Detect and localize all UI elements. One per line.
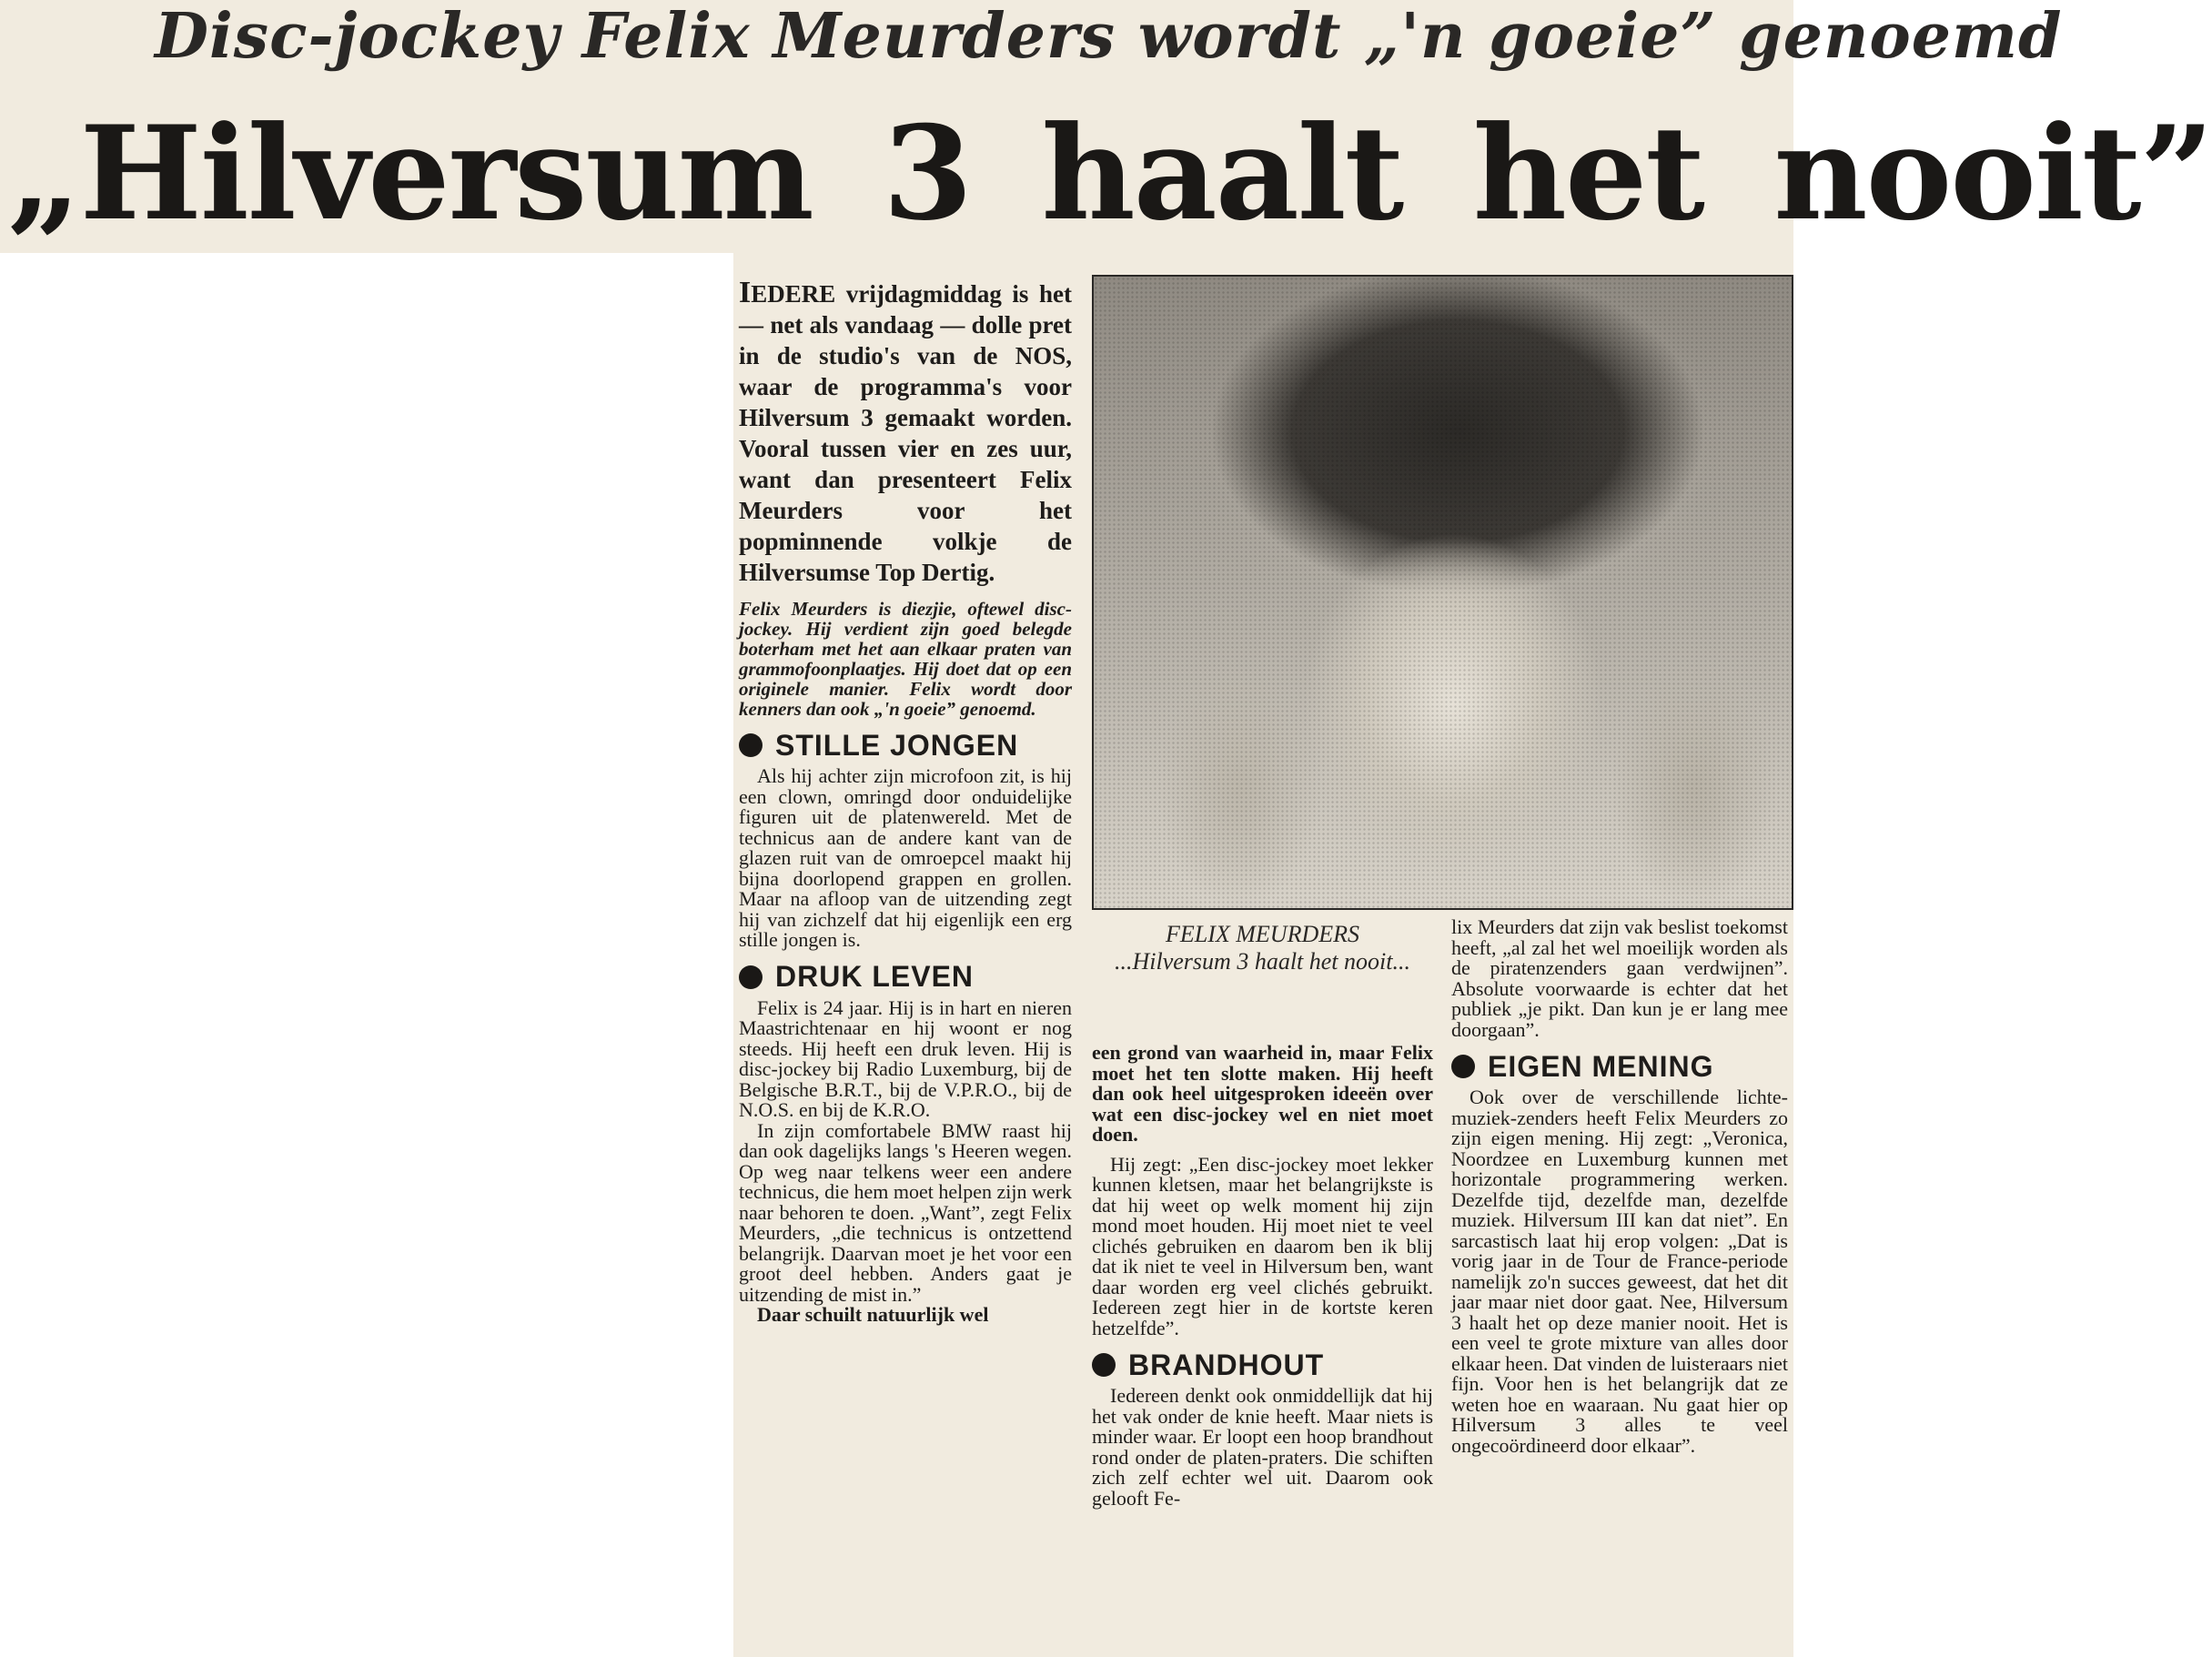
lead-text: EDERE vrijdagmiddag is het — net als vandaag — dolle pret in de studio's van de NOS, waar de programma's voor Hilversum 3 gemaakt worden. Vooral tussen vier en zes uur, want dan presenteert Felix Meurders voor het popminnende volkje de Hilversumse Top Dertig. <box>739 280 1072 586</box>
section-heading-eigen-mening <box>1451 1049 1788 1083</box>
article-column-3 <box>1451 917 1788 1456</box>
article-subtitle: Disc-jockey Felix Meurders wordt „'n goeie” genoemd <box>155 0 2063 73</box>
section-heading-brandhout <box>1092 1348 1433 1381</box>
bullet-icon <box>1451 1055 1475 1078</box>
article-column-1 <box>739 278 1072 1326</box>
bullet-icon <box>739 733 763 757</box>
paragraph: Felix is 24 jaar. Hij is in hart en nieren Maastrichtenaar en hij woont er nog steeds. Hij heeft een druk leven. Hij is disc-jockey bij Radio Luxemburg, bij de Belgische B.R.T., bij de V.P.R.O., bij de N.O.S. en bij de K.R.O. <box>739 995 1072 1121</box>
paragraph: Daar schuilt natuurlijk wel <box>757 1303 989 1326</box>
caption-quote: ...Hilversum 3 haalt het nooit... <box>1115 948 1410 975</box>
bullet-icon <box>1092 1353 1116 1377</box>
section-heading-stille-jongen <box>739 728 1072 762</box>
bullet-icon <box>739 965 763 989</box>
article-intro: Felix Meurders is diezjie, oftewel disc-jockey. Hij verdient zijn goed belegde boterham met het aan elkaar praten van grammofoonplaatjes. Hij doet dat op een originele manier. Felix wordt door kenners dan ook „'n goeie” genoemd. <box>739 598 1072 720</box>
paragraph: lix Meurders dat zijn vak beslist toekomst heeft, „al zal het wel moeilijk worden als de piratenzenders gaan verdwijnen”. Absolute voorwaarde is echter dat het publiek „je pikt. Dan kun je er lang mee doorgaan”. <box>1451 915 1788 1041</box>
section-heading-text: STILLE JONGEN <box>775 728 1019 762</box>
paragraph: Iedereen denkt ook onmiddellijk dat hij het vak onder de knie heeft. Maar niets is minder waar. Er loopt een hoop brandhout rond onder de platen-praters. Die schiften zich zelf echter wel uit. Daarom ook gelooft Fe- <box>1092 1384 1433 1510</box>
caption-name: FELIX MEURDERS <box>1165 921 1359 947</box>
article-headline: „Hilversum 3 haalt het nooit” <box>7 98 2212 249</box>
lead-dropcap: I <box>739 276 752 309</box>
article-column-2 <box>1092 1043 1433 1509</box>
section-heading-text: BRANDHOUT <box>1128 1348 1325 1381</box>
paragraph: een grond van waarheid in, maar Felix moet het ten slotte maken. Hij heeft dan ook heel uitgesproken ideeën over wat een disc-jockey wel en niet moet doen. <box>1092 1041 1433 1146</box>
paragraph: Hij zegt: „Een disc-jockey moet lekker kunnen kletsen, maar het belangrijkste is dat hij weet op welk moment hij zijn mond moet houden. Hij moet niet te veel clichés gebruiken en daarom ben ik blij dat ik niet te veel in Hilversum ben, want daar worden erg veel clichés gebruikt. Iedereen zegt hier in de kortste keren hetzelfde”. <box>1092 1152 1433 1339</box>
paragraph: Ook over de verschillende lichte-muziek-zenders heeft Felix Meurders zo zijn eigen mening. Hij zegt: „Veronica, Noordzee en Luxemburg kunnen met horizontale programmering werken. Dezelfde tijd, dezelfde man, dezelfde muziek. Hilversum III kan dat niet”. En sarcastisch laat hij erop volgen: „Dat is vorig jaar in de Tour de France-periode namelijk zo'n succes geweest, dat het dit jaar maar niet door gaat. Nee, Hilversum 3 haalt het op deze manier nooit. Het is een veel te grote mixture van alles door elkaar heen. Dat vinden de luisteraars niet fijn. Voor hen is het belangrijk dat ze weten hoe en waaraan. Nu gaat hier op Hilversum 3 alles te veel ongecoördineerd door elkaar”. <box>1451 1086 1788 1457</box>
portrait-photo <box>1092 275 1793 910</box>
section-heading-druk-leven <box>739 960 1072 994</box>
paragraph: Als hij achter zijn microfoon zit, is hij een clown, omringd door onduidelijke figuren uit de platenwereld. Met de technicus aan de andere kant van de glazen ruit van de omroepcel maakt hij bijna doorlopend grappen en grollen. Maar na afloop van de uitzending zegt hij van zichzelf dat hij eigenlijk een erg stille jongen is. <box>739 764 1072 951</box>
blank-margin <box>0 253 733 1657</box>
article-lead <box>739 278 1072 588</box>
paragraph: In zijn comfortabele BMW raast hij dan ook dagelijks langs 's Heeren wegen. Op weg naar telkens weer een andere technicus, die hem moet helpen zijn werk naar behoren te doen. „Want”, zegt Felix Meurders, „die technicus is ontzettend belangrijk. Daarvan moet je het voor een groot deel hebben. Anders gaat je uitzending de mist in.” <box>739 1118 1072 1306</box>
section-heading-text: EIGEN MENING <box>1488 1049 1714 1083</box>
photo-caption <box>1092 921 1433 975</box>
section-heading-text: DRUK LEVEN <box>775 960 975 994</box>
